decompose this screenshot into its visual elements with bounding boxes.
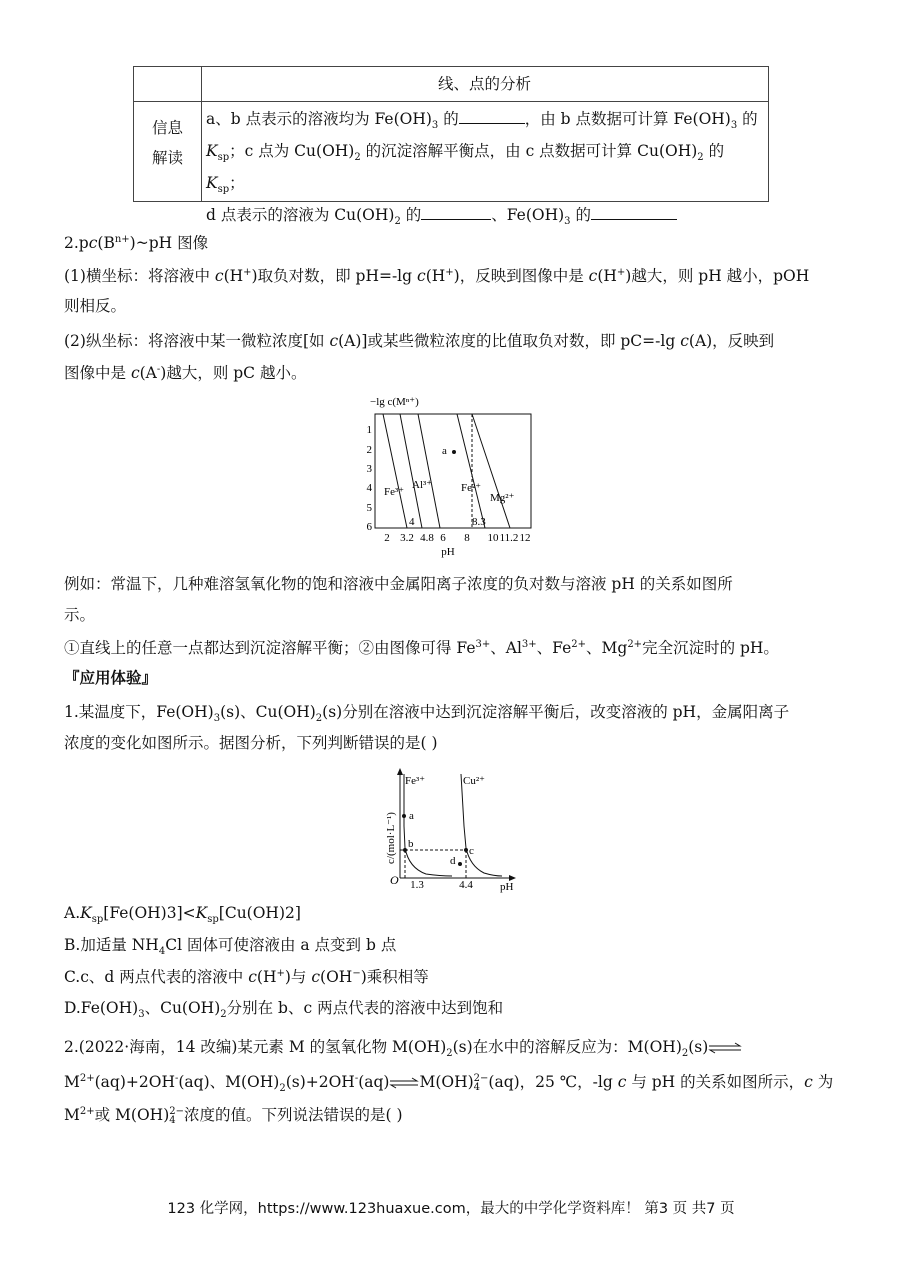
chart2-point-c [464,848,468,852]
paragraph-2-line-2: 图像中是 c(A-)越大，则 pC 越小。 [64,363,307,382]
table-divider-horizontal [134,101,768,102]
chart1-label-al3: Al³⁺ [412,479,433,491]
chart1-inner-8-3: 8.3 [472,516,486,528]
chart2-xtick-4-4: 4.4 [459,879,473,891]
table-cell-line2: $K_{sp}$；c 点为 $Cu(OH)_2$ 的沉淀溶解平衡点，由 c 点数据可计算 $Cu(OH)_2$ 的 $K_{sp}$； [206,142,725,196]
chart1-ytick-3: 3 [366,463,372,475]
chart1-ylabel: −lg c(Mⁿ⁺) [370,396,419,408]
equilibrium-arrow-icon [389,1077,419,1089]
chart2-label-fe3: Fe³⁺ [405,775,426,787]
q1-option-b: B.加适量 $NH_4Cl$ 固体可使溶液由 a 点变到 b 点 [64,936,397,958]
table-label-line2: 解读 [151,149,183,167]
chart1-line-fe2-right [457,414,485,528]
chart1-xtick-8: 8 [464,532,470,544]
application-title: 『应用体验』 [64,669,158,687]
chart1-xlabel: pH [441,546,455,558]
chart1-xtick-11-2: 11.2 [499,532,519,544]
table-label-line1: 信息 [151,119,183,137]
example-line-2: 示。 [64,606,96,624]
section-2-title: $2.pc(B^{n+})\sim pH$ 图像 [64,233,209,252]
chart2-y-arrow [397,768,403,775]
chart-concentration-ph [380,766,530,896]
chart1-line-mg2 [472,414,510,528]
table-cell-line3: d 点表示的溶液为 $Cu(OH)_2$ 的 、$Fe(OH)_3$ 的 [206,199,764,231]
chart1-point-a [452,450,456,454]
chart2-point-b-label: b [408,838,414,850]
table-row-label [134,113,201,173]
chart1-ytick-1: 1 [366,424,372,436]
chart2-point-a-label: a [409,810,414,822]
ion-charge-stack: 2− 4 [169,1106,184,1126]
paragraph-2-line-1: (2)纵坐标：将溶液中某一微粒浓度[如 c(A)]或某些微粒浓度的比值取负对数，即 pC=-lg c(A)，反映到 [64,332,775,350]
chart2-point-b [403,848,407,852]
equilibrium-arrow-icon [708,1042,742,1054]
chart2-origin: O [390,873,399,887]
chart1-ytick-5: 5 [366,502,372,514]
chart1-xtick-3-2: 3.2 [400,532,414,544]
chart1-inner-4: 4 [409,516,415,528]
chart1-label-fe3: Fe³⁺ [384,486,405,498]
chart1-xtick-2: 2 [384,532,390,544]
example-line-3: ①直线上的任意一点都达到沉淀溶解平衡；②由图像可得 $Fe^{3+}$、$Al^{3+}$、$Fe^{2+}$、$Mg^{2+}$完全沉淀时的 pH。 [64,638,779,657]
chart2-ylabel: c/(mol·L⁻¹) [385,812,397,864]
table-header: 线、点的分析 [437,75,531,93]
chart2-curve-fe3 [404,774,452,876]
chart1-xtick-6: 6 [440,532,446,544]
chart2-xtick-1-3: 1.3 [410,879,424,891]
chart2-curve-cu2 [461,774,502,876]
q2-line-3: $M^{2+}$或 M(OH) 2− 4 浓度的值。下列说法错误的是( ) [64,1105,403,1126]
q1-line-2: 浓度的变化如图所示。据图分析，下列判断错误的是( ) [64,734,438,752]
chart1-xtick-10: 10 [487,532,499,544]
chart1-ytick-4: 4 [366,482,372,494]
chart2-label-cu2: Cu²⁺ [463,775,485,787]
q1-option-d: $D.Fe(OH)_3$、$Cu(OH)_2$分别在 b、c 两点代表的溶液中达到饱和 [64,999,504,1021]
chart2-xlabel: pH [500,881,514,893]
analysis-table [133,66,769,228]
chart2-point-d [458,862,462,866]
chart2-point-d-label: d [450,855,456,867]
ion-charge-stack: 2− 4 [473,1073,489,1093]
paragraph-1-line-2: 则相反。 [64,297,127,315]
chart1-point-a-label: a [442,445,447,457]
fill-blank-3 [591,205,677,220]
paragraph-1-line-1: (1)横坐标：将溶液中 c(H+)取负对数，即 pH=-lg c(H+)，反映到图像中是 c(H+)越大，则 pH 越小，pOH [64,266,810,285]
chart2-point-a [402,814,406,818]
chart1-line-fe2 [418,414,440,528]
chart1-ytick-2: 2 [366,444,372,456]
q2-line-2: $M^{2+}(aq)+2OH^-(aq)$、$M(OH)_2(s)+2OH^-(aq)$ M(OH) 2− 4 (aq)，25 ℃，-lg c 与 pH 的关系如图所示，c 为 [64,1072,834,1095]
chart1-label-mg2: Mg²⁺ [490,492,515,504]
chart1-label-fe2: Fe²⁺ [461,482,482,494]
page-footer: 123 化学网，https://www.123huaxue.com，最大的中学化学资料库！ 第3 页 共7 页 [167,1201,735,1217]
q1-line-1: 1.某温度下，$Fe(OH)_3(s)$、$Cu(OH)_2(s)$分别在溶液中达到沉淀溶解平衡后，改变溶液的 pH，金属阳离子 [64,703,790,725]
q1-option-a: $A.K_{sp}[Fe(OH)3]<K_{sp}[Cu(OH)2]$ [64,904,301,926]
chart1-xtick-4-8: 4.8 [420,532,434,544]
q1-option-c: C.c、d 两点代表的溶液中 c(H+)与 c(OH−)乘积相等 [64,967,429,986]
chart1-xtick-12: 12 [519,532,531,544]
chart1-frame [375,414,531,528]
fill-blank-2 [421,205,491,220]
q2-line-1: 2.(2022·海南，14 改编)某元素 M 的氢氧化物 $M(OH)_2(s)$在水中的溶解反应为：$M(OH)_2(s)$ [64,1036,742,1058]
chart2-point-c-label: c [469,845,474,857]
chart1-ytick-6: 6 [366,521,372,533]
example-line-1: 例如：常温下，几种难溶氢氧化物的饱和溶液中金属阳离子浓度的负对数与溶液 pH 的关系如图所 [64,575,733,593]
table-cell-line1: a、b 点表示的溶液均为 $Fe(OH)_3$ 的 ，由 b 点数据可计算 $Fe(OH)_3$ 的 [206,110,758,132]
chart-pc-ph [360,394,540,560]
table-cell-content [206,103,764,231]
fill-blank-1 [459,109,525,124]
